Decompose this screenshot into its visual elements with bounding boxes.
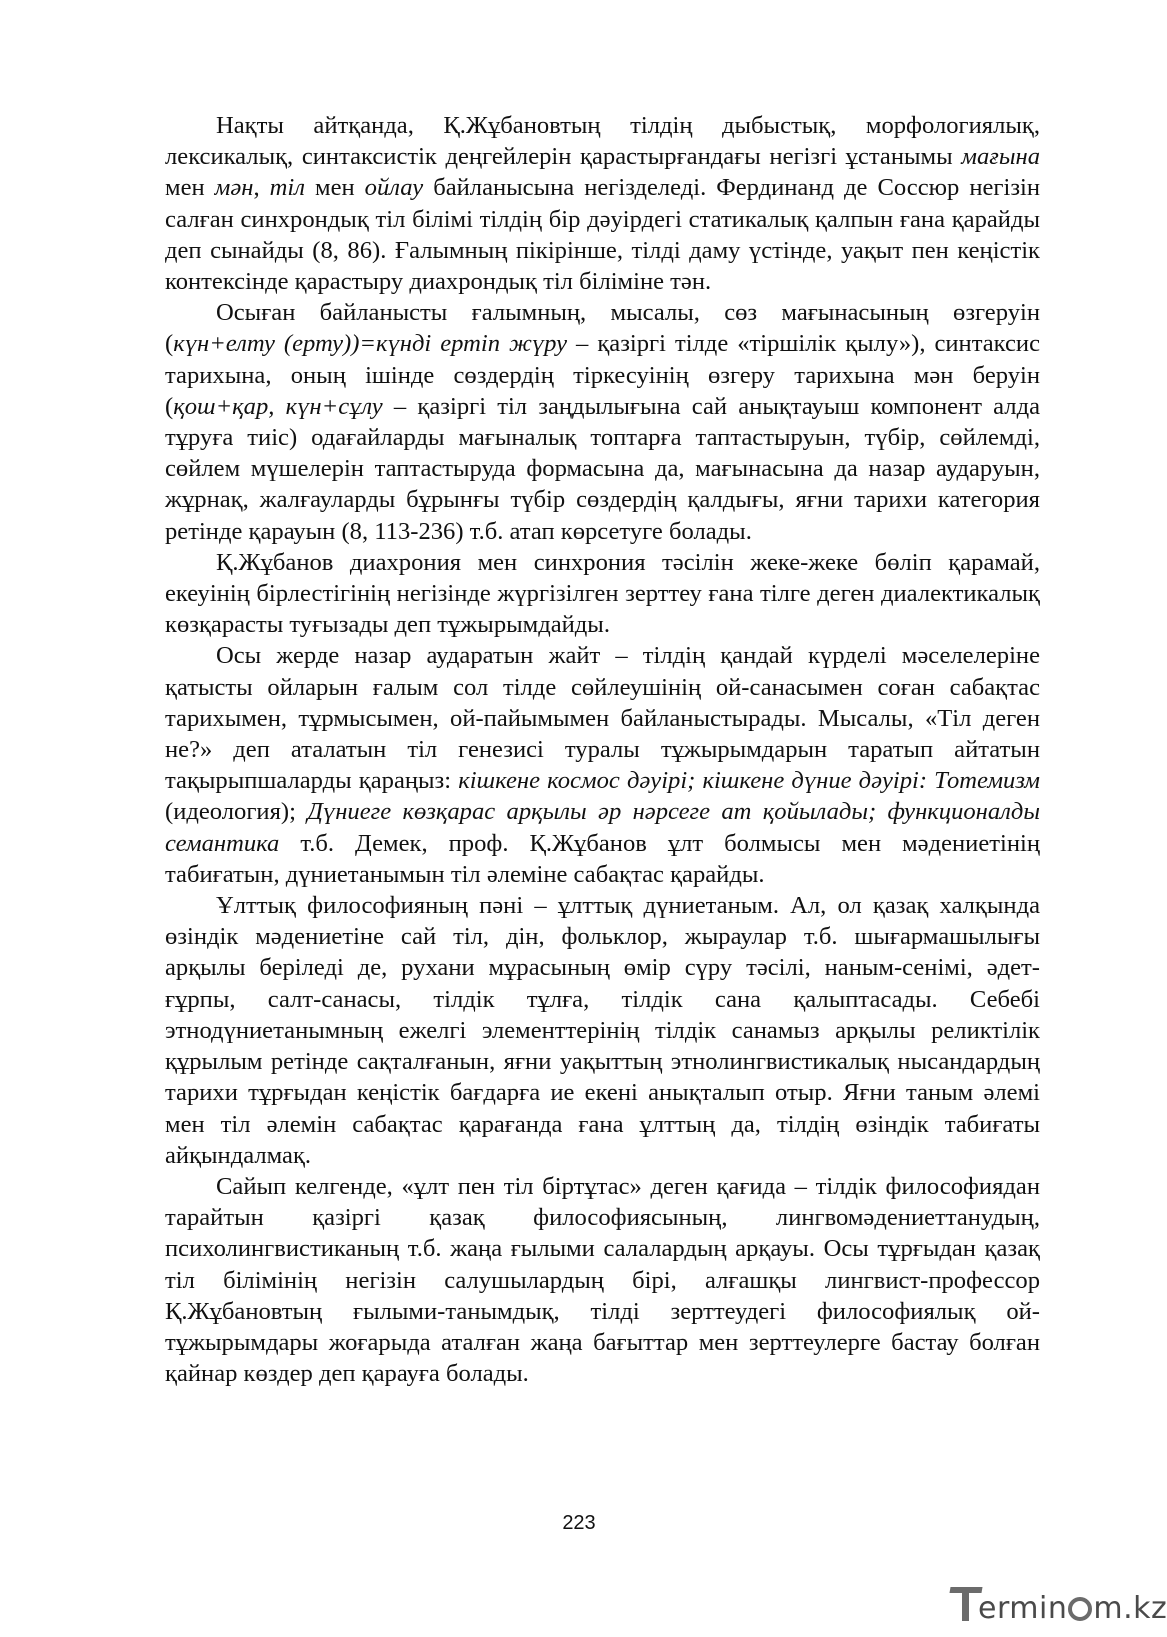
text-run: мен — [165, 174, 215, 202]
italic-term: қош+қар, күн+сұлу — [173, 392, 383, 420]
text-run: , — [253, 174, 270, 202]
body-text — [165, 110, 1040, 1389]
watermark-o-icon — [1068, 1597, 1092, 1621]
text-run: байланысына негізделеді. Фердинанд де Соссюр негізін салған синхрондық тіл білімі тілдің бір дәуірдегі статикалық қалпын ғана қарайды деп сынайды (8, 86). Ғалымның пікірінше, тілді даму үстінде, уақыт пен кеңістік контексінде қарастыру диахрондық тіл біліміне тән. — [165, 174, 1041, 296]
text-run: Осы жерде назар аударатын жайт – тілдің қандай күрделі мәселелеріне қатысты ойларын ғалым сол тілде сөйлеушінің ой-санасымен соған сабақтас тарихымен, тұрмысымен, ой-пайымымен байланыстырады. Мысалы, «Тіл деген не?» деп аталатын тіл генезисі туралы тұжырымдарын таратып айтатын тақырыпшаларды қараңыз: — [165, 642, 1040, 795]
italic-term: мән — [214, 174, 254, 202]
italic-term: ойлау — [364, 174, 424, 202]
paragraph — [165, 890, 1040, 1171]
watermark-text: ermin m.kz — [978, 1591, 1167, 1626]
paragraph — [165, 640, 1040, 890]
page-number: 223 — [562, 1512, 596, 1534]
text-run: – қазіргі тілде «тіршілік қылу»), синтаксис тарихына, оның ішінде сөздердің тіркесуінің өзгеру тарихына мән беруін ( — [165, 330, 1040, 420]
italic-term: кішкене космос дәуірі; кішкене дүние дәуірі: Тотемизм — [458, 767, 1041, 795]
paragraph — [165, 1171, 1040, 1389]
text-run: т.б. Демек, проф. Қ.Жұбанов ұлт болмысы мен мәдениетінің табиғатын, дүниетанымын тіл әлеміне сабақтас қарайды. — [165, 829, 1040, 888]
italic-term: Дүниеге көзқарас арқылы әр нәрсеге ат қойылады; функционалды семантика — [165, 798, 1040, 857]
text-run: Сайып келгенде, «ұлт пен тіл біртұтас» деген қағида – тілдік философиядан тарайтын қазіргі қазақ философиясының, лингвомәдениеттанудың, психолингвистиканың т.б. жаңа ғылыми салалардың арқауы. Осы тұрғыдан қазақ тіл білімінің негізін салушылардың бірі, алғашқы лингвист-профессор Қ.Жұбановтың ғылыми-танымдық, тілді зерттеудегі философиялық ой-тұжырымдары жоғарыда аталған жаңа бағыттар мен зерттеулерге бастау болған қайнар көздер деп қарауға болады. — [165, 1172, 1040, 1388]
text-run: – қазіргі тіл заңдылығына сай анықтауыш компонент алда тұруға тиіс) одағайларды мағыналық топтарға таптастыруын, түбір, сөйлемді, сөйлем мүшелерін таптастыруда формасына да, мағынасына да назар аударуын, жұрнақ, жалғауларды бұрынғы түбір сөздердің қалдығы, яғни тарихи категория ретінде қарауын (8, 113-236) т.б. атап көрсетуге болады. — [165, 392, 1041, 545]
paragraph — [165, 547, 1040, 641]
italic-term: күн+елту (ерту))=күнді ертіп жүру — [173, 330, 568, 358]
text-run: Ұлттық философияның пәні – ұлттық дүниетаным. Ал, ол қазақ халқында өзіндік мәдениетіне сай тіл, дін, фольклор, жыраулар т.б. шығармашылығы арқылы беріледі де, рухани мұрасының өмір сүру тәсілі, наным-сенімі, әдет-ғұрпы, салт-санасы, тілдік тұлға, тілдік сана қалыптасады. Себебі этнодүниетанымның ежелгі элементтерінің тілдік санамыз арқылы реликтілік құрылым ретінде сақталғанын, яғни уақыттың этнолингвистикалық нысандардың тарихи тұрғыдан кеңістік бағдарға ие екені анықталып отыр. Яғни таным әлемі мен тіл әлемін сабақтас қарағанда ғана ұлттың да, тілдің өзіндік табиғаты айқындалмақ. — [165, 892, 1040, 1169]
paragraph — [165, 110, 1040, 297]
text-run: Осыған байланысты ғалымның, мысалы, сөз мағынасының өзгеруін ( — [165, 299, 1040, 358]
site-watermark — [950, 1585, 1167, 1629]
text-run: (идеология); — [165, 798, 308, 826]
text-run: Қ.Жұбанов диахрония мен синхрония тәсілін жеке-жеке бөліп қарамай, екеуінің бірлестігінің негізінде жүргізілген зерттеу ғана тілге деген диалектикалық көзқарасты туғызады деп тұжырымдайды. — [165, 548, 1040, 639]
italic-term: тіл — [269, 174, 305, 202]
italic-term: мағына — [961, 143, 1040, 171]
text-run: мен — [304, 174, 365, 202]
text-run: Нақты айтқанда, Қ.Жұбановтың тілдің дыбыстық, морфологиялық, лексикалық, синтаксистік деңгейлерін қарастырғандағы негізгі ұстанымы — [165, 112, 1040, 171]
paragraph — [165, 297, 1040, 547]
